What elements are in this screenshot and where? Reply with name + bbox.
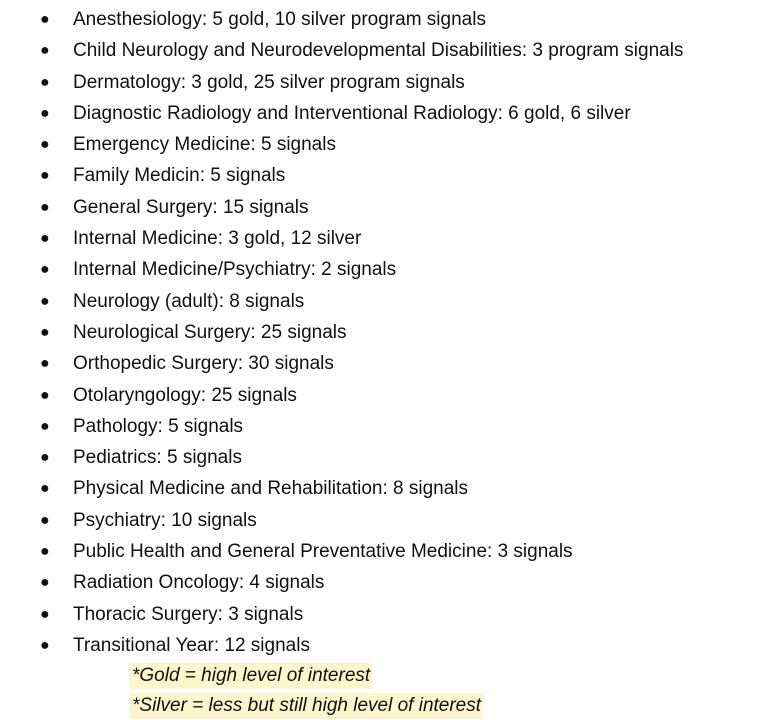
- bullet-icon: ●: [40, 355, 50, 373]
- bullet-icon: ●: [40, 417, 50, 435]
- bullet-icon: ●: [40, 386, 50, 404]
- list-item-text: Child Neurology and Neurodevelopmental Disabilities: 3 program signals: [73, 40, 684, 62]
- list-item-text: Thoracic Surgery: 3 signals: [73, 603, 304, 625]
- list-item-text: Internal Medicine/Psychiatry: 2 signals: [73, 259, 397, 281]
- silver-note-text: *Silver = less but still high level of interest: [130, 693, 483, 719]
- list-item-text: Emergency Medicine: 5 signals: [73, 134, 336, 156]
- list-item-text: Public Health and General Preventative Medicine: 3 signals: [73, 541, 573, 563]
- bullet-icon: ●: [40, 104, 50, 122]
- bullet-icon: ●: [40, 543, 50, 561]
- list-item: [0, 536, 768, 567]
- list-item: [0, 473, 768, 504]
- gold-note-text: *Gold = high level of interest: [130, 663, 372, 689]
- bullet-icon: ●: [40, 480, 50, 498]
- list-item-text: General Surgery: 15 signals: [73, 196, 309, 218]
- list-item: [0, 223, 768, 254]
- list-item: [0, 348, 768, 379]
- bullet-icon: ●: [40, 292, 50, 310]
- bullet-icon: ●: [40, 449, 50, 467]
- legend-notes: [130, 662, 483, 722]
- bullet-icon: ●: [40, 511, 50, 529]
- list-item-text: Diagnostic Radiology and Interventional Radiology: 6 gold, 6 silver: [73, 102, 631, 124]
- list-item-text: Dermatology: 3 gold, 25 silver program signals: [73, 71, 465, 93]
- list-item: [0, 35, 768, 66]
- bullet-icon: ●: [40, 136, 50, 154]
- list-item: [0, 286, 768, 317]
- list-item: [0, 442, 768, 473]
- list-item: [0, 254, 768, 285]
- list-item: [0, 380, 768, 411]
- bullet-icon: ●: [40, 73, 50, 91]
- list-item: [0, 160, 768, 191]
- list-item: [0, 411, 768, 442]
- list-item-text: Otolaryngology: 25 signals: [73, 384, 297, 406]
- silver-note: [130, 692, 483, 722]
- bullet-icon: ●: [40, 167, 50, 185]
- list-item-text: Neurological Surgery: 25 signals: [73, 321, 347, 343]
- list-item: [0, 129, 768, 160]
- list-item-text: Pathology: 5 signals: [73, 415, 244, 437]
- list-item: [0, 599, 768, 630]
- list-item: [0, 567, 768, 598]
- list-item-text: Anesthesiology: 5 gold, 10 silver program signals: [73, 9, 486, 30]
- list-item: [0, 192, 768, 223]
- list-item: [0, 4, 768, 35]
- list-item: [0, 630, 768, 661]
- bullet-icon: ●: [40, 42, 50, 60]
- list-item: [0, 505, 768, 536]
- gold-note: [130, 662, 483, 692]
- list-item: [0, 317, 768, 348]
- bullet-icon: ●: [40, 605, 50, 623]
- list-item-text: Pediatrics: 5 signals: [73, 447, 242, 469]
- list-item-text: Family Medicin: 5 signals: [73, 165, 286, 187]
- list-item-text: Transitional Year: 12 signals: [73, 634, 310, 656]
- list-item-text: Radiation Oncology: 4 signals: [73, 572, 325, 594]
- bullet-icon: ●: [40, 198, 50, 216]
- bullet-icon: ●: [40, 230, 50, 248]
- list-item-text: Psychiatry: 10 signals: [73, 509, 257, 531]
- list-item: [0, 67, 768, 98]
- bullet-icon: ●: [40, 574, 50, 592]
- bullet-icon: ●: [40, 11, 50, 28]
- list-item: [0, 98, 768, 129]
- list-item-text: Orthopedic Surgery: 30 signals: [73, 353, 334, 375]
- list-item-text: Neurology (adult): 8 signals: [73, 290, 305, 312]
- bullet-icon: ●: [40, 636, 50, 654]
- list-item-text: Internal Medicine: 3 gold, 12 silver: [73, 228, 362, 250]
- bullet-icon: ●: [40, 261, 50, 279]
- specialty-signal-list: [0, 4, 768, 661]
- bullet-icon: ●: [40, 323, 50, 341]
- list-item-text: Physical Medicine and Rehabilitation: 8 signals: [73, 478, 469, 500]
